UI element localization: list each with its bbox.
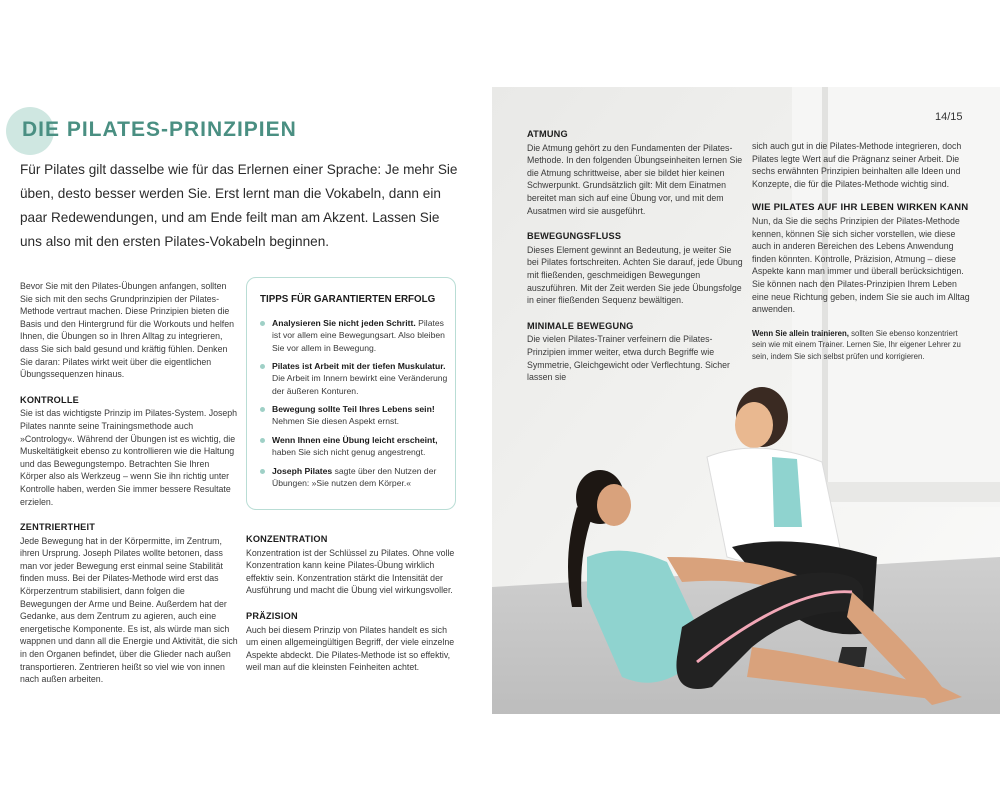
- heading-minimale-bewegung: MINIMALE BEWEGUNG: [527, 320, 634, 331]
- tips-title: TIPPS FÜR GARANTIERTEN ERFOLG: [260, 294, 436, 305]
- heading-zentriertheit: ZENTRIERTHEIT: [20, 522, 96, 533]
- tip-item: Joseph Pilates sagte über den Nutzen der Übungen: »Sie nutzen dem Körper.«: [260, 465, 450, 490]
- text-minimale-bewegung: Die vielen Pilates-Trainer verfeinern die Pilates-Prinzipien immer weiter, etwa durch Begriffe wie Symmetrie, Gleichgewicht oder Verflechtung. Sicher lassen sie: [527, 334, 730, 383]
- tip-item: Bewegung sollte Teil Ihres Lebens sein! Nehmen Sie diesen Aspekt ernst.: [260, 403, 450, 428]
- text-konzentration: Konzentration ist der Schlüssel zu Pilates. Ohne volle Konzentration kann keine Pilates-Übung wirklich effektiv sein. Konzentration stärkt die Intensität der Ausführung und macht die Übung viel wirkungsvoller.: [246, 547, 455, 596]
- lead-paragraph: Bevor Sie mit den Pilates-Übungen anfangen, sollten Sie sich mit den sechs Grundprinzipien der Pilates-Methode vertraut machen. Diese Prinzipien bieten die Basis und den Hintergrund für die Workouts und helfen Ihnen, die Übungen so in Ihren Alltag zu integrieren, dass Sie sich bald gesund und kräftig fühlen. Denken Sie daran: Pilates wirkt weit über die eigentlichen Übungssequenzen hinaus.: [20, 281, 235, 380]
- text-leben: Nun, da Sie die sechs Prinzipien der Pilates-Methode kennen, können Sie sich sicher vorstellen, wie diese auch in anderen Bereichen des Lebens Anwendung finden könnten. Kontrolle, Präzision, Atmung – diese Aspekte kann man immer und überall berücksichtigen. Sie können nach den Pilates-Prinzipien Ihrem Leben eine neue Richtung geben, indem Sie sie auch im Alltag anwenden.: [752, 215, 970, 315]
- heading-bewegungsfluss: BEWEGUNGSFLUSS: [527, 231, 622, 242]
- text-bewegungsfluss: Dieses Element gewinnt an Bedeutung, je weiter Sie bei Pilates fortschreiten. Achten Sie darauf, jede Übung mit fließenden, geschmeidigen Bewegungen auszuführen. Mit der Zeit werden Sie jede Übungsfolge in einer fließenden Sequenz bewältigen.: [527, 244, 743, 306]
- page-title: DIE PILATES-PRINZIPIEN: [22, 118, 297, 141]
- tip-item: Analysieren Sie nicht jeden Schritt. Pilates ist vor allem eine Bewegungsart. Also bleiben Sie vor allem in Bewegung.: [260, 317, 450, 354]
- text-atmung: Die Atmung gehört zu den Fundamenten der Pilates-Methode. In den folgenden Übungseinheiten lernen Sie die Atmung schrittweise, aber sie bildet hier keinen Schwerpunkt. Grundsätzlich gilt: Mit dem Einatmen bereitet man sich auf eine Übung vor, und mit dem Ausatmen wird sie ausgeführt.: [527, 142, 743, 216]
- text-kontrolle: Sie ist das wichtigste Prinzip im Pilates-System. Joseph Pilates nannte seine Trainingsmethode auch »Contrology«. Während der Übungen ist es wichtig, die Muskeltätigkeit ebenso zu kontrollieren wie die Haltung und das Bewegungstempo. Betrachten Sie Ihren Körper also als Werkzeug – wenn Sie ihn richtig unter Kontrolle haben, werden Sie immer bessere Resultate erzielen.: [20, 408, 238, 507]
- bullet-icon: [260, 438, 265, 443]
- intro-paragraph: Für Pilates gilt dasselbe wie für das Erlernen einer Sprache: Je mehr Sie üben, desto besser werden Sie. Erst lernt man die Vokabeln, dann ein paar Redewendungen, und am Ende feilt man am Akzent. Lassen Sie uns also mit den ersten Pilates-Vokabeln beginnen.: [20, 162, 458, 249]
- bullet-icon: [260, 321, 265, 326]
- note-allein: Wenn Sie allein trainieren, sollten Sie ebenso konzentriert sein wie mit einem Trainer. Lernen Sie, Ihr eigener Lehrer zu sein, indem Sie sich selbst prüfen und korrigieren.: [752, 328, 961, 361]
- bullet-icon: [260, 469, 265, 474]
- heading-kontrolle: KONTROLLE: [20, 394, 79, 405]
- heading-atmung: ATMUNG: [527, 129, 568, 139]
- heading-leben: WIE PILATES AUF IHR LEBEN WIRKEN KANN: [752, 202, 969, 214]
- column-3: [527, 128, 743, 384]
- heading-konzentration: KONZENTRATION: [246, 534, 328, 544]
- column-2: [246, 533, 458, 674]
- column-4: [752, 140, 970, 362]
- bullet-icon: [260, 364, 265, 369]
- tip-item: Pilates ist Arbeit mit der tiefen Muskulatur. Die Arbeit im Innern bewirkt eine Veränderung der äußeren Konturen.: [260, 360, 450, 397]
- text-continuation: sich auch gut in die Pilates-Methode integrieren, doch Pilates legte Wert auf die Prägnanz seiner Arbeit. Die sechs erwähnten Prinzipien beinhalten alle Ideen und Konzepte, die für die Pilates-Methode wichtig sind.: [752, 141, 962, 189]
- bullet-icon: [260, 407, 265, 412]
- tip-item: Wenn Ihnen eine Übung leicht erscheint, haben Sie sich nicht genug angestrengt.: [260, 434, 450, 459]
- heading-praezision: PRÄZISION: [246, 610, 298, 621]
- column-1: [20, 280, 238, 686]
- page-number: 14/15: [935, 111, 963, 123]
- text-zentriertheit: Jede Bewegung hat in der Körpermitte, im Zentrum, ihren Ursprung. Joseph Pilates wollte betonen, dass man vor jeder Bewegung erst einmal seine Stabilität finden muss. Bei der Pilates-Methode wird erst das Körperzentrum stabilisiert, dann folgen die Bewegungen der Arme und Beine. Außerdem hat der Gedanke, aus dem Zentrum zu agieren, auch eine energetische Komponente. Es ist, als würde man sich wappnen und dann all die Energie und Aktivität, die sich in den Organen befindet, über die Glieder nach außen transportieren. Zentrieren heißt so viel wie von innen nach außen arbeiten.: [20, 535, 238, 685]
- text-praezision: Auch bei diesem Prinzip von Pilates handelt es sich um einen allgemeingültigen Begriff, der viele einzelne Aspekte abdeckt. Die Pilates-Methode ist so effektiv, weil man auf die kleinsten Feinheiten achtet.: [246, 624, 455, 673]
